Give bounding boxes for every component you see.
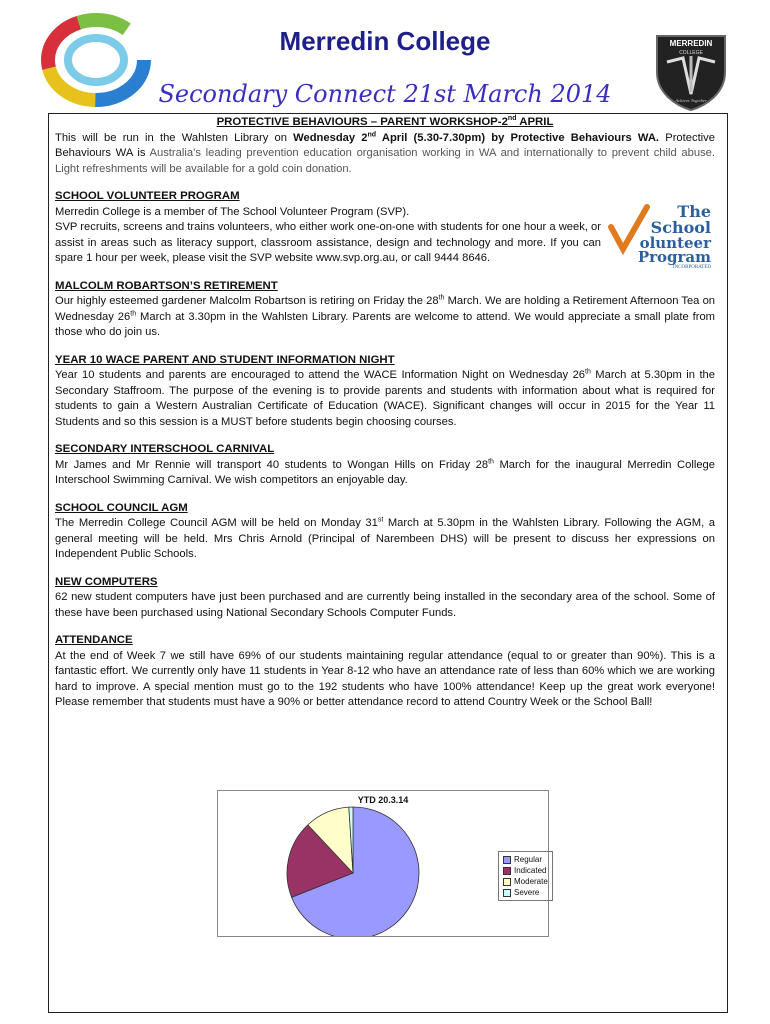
legend-label: Severe: [514, 888, 540, 897]
section-text: This will be run in the Wahlsten Library on Wednesday 2nd April (5.30-7.30pm) by Protective Behaviours WA. Protective Behaviours WA is Australia’s leading prevention education organisation working in WA and internationally to prevent child abuse. Light refreshments will be available for a gold coin donation.: [55, 130, 716, 175]
section-attendance: [55, 633, 715, 711]
section-text: The Merredin College Council AGM will be held on Monday 31st March at 5.30pm in the Wahlsten Library. Following the AGM, a general meeting will be held. Mrs Chris Arnold (Principal of Narembeen DHS) will be present to discuss her expressions on Independent Public Schools.: [55, 516, 715, 560]
svg-text:INCORPORATED: INCORPORATED: [672, 265, 711, 269]
svg-text:Program: Program: [637, 248, 711, 266]
legend-item-moderate: [503, 876, 548, 887]
svp-logo: [607, 201, 715, 269]
section-wace-night: [55, 353, 715, 431]
chart-legend: [498, 851, 553, 901]
section-text: Year 10 students and parents are encouraged to attend the WACE Information Night on Wednesday 26th March at 5.30pm in the Secondary Staffroom. The purpose of the evening is to provide parents and students with information about what is required for students to gain a Western Australian Certificate of Education (WACE). Significant changes will occur in 2015 for the Year 11 Students and so this session is a MUST before students begin choosing courses.: [55, 368, 715, 428]
section-heading: SECONDARY INTERSCHOOL CARNIVAL: [55, 443, 275, 455]
section-new-computers: [55, 575, 715, 622]
legend-label: Indicated: [514, 866, 547, 875]
section-volunteer-program: [55, 189, 715, 267]
legend-swatch: [503, 878, 511, 886]
legend-swatch: [503, 867, 511, 875]
section-text: 62 new student computers have just been purchased and are currently being installed in the secondary area of the school. Some of these have been purchased using National Secondary Schools Computer Funds.: [55, 591, 715, 619]
legend-swatch: [503, 889, 511, 897]
section-heading: ATTENDANCE: [55, 634, 133, 646]
svg-text:The: The: [677, 202, 711, 221]
chart-title: YTD 20.3.14: [357, 795, 409, 805]
section-retirement: [55, 279, 715, 341]
newsletter-subtitle: Secondary Connect 21st March 2014: [158, 80, 612, 108]
section-heading: SCHOOL VOLUNTEER PROGRAM: [55, 190, 240, 202]
crest-motto: Achieve Together: [675, 98, 707, 103]
legend-swatch: [503, 856, 511, 864]
section-heading: NEW COMPUTERS: [55, 575, 158, 588]
section-text: Mr James and Mr Rennie will transport 40 students to Wongan Hills on Friday 28th March for the inaugural Merredin College Interschool Swimming Carnival. We wish competitors an enjoyable day.: [55, 457, 715, 486]
legend-label: Regular: [514, 855, 543, 864]
page-title: Merredin College: [279, 26, 491, 56]
section-heading: PROTECTIVE BEHAVIOURS – PARENT WORKSHOP-2nd APRIL: [216, 115, 554, 128]
svg-text:School: School: [650, 218, 711, 237]
section-interschool-carnival: [55, 442, 715, 489]
legend-label: Moderate: [514, 877, 548, 886]
legend-item-regular: [503, 854, 548, 865]
legend-item-severe: [503, 887, 548, 898]
section-text: SVP recruits, screens and trains volunteers, who either work one-on-one with students for one hour a week, or assist in areas such as literacy support, classroom assistance, design and technology and more. If you can spare 1 hour per week, please visit the SVP website www.svp.org.au, or call 9444 8646.: [55, 221, 601, 264]
section-heading: MALCOLM ROBARTSON’S RETIREMENT: [55, 279, 278, 292]
section-heading: YEAR 10 WACE PARENT AND STUDENT INFORMATION NIGHT: [55, 353, 395, 366]
section-text: At the end of Week 7 we still have 69% of our students maintaining regular attendance (equal to or greater than 90%). This is a fantastic effort. We currently only have 11 students in Year 8-12 who have an attendance rate of less than 60% which we are working hard to improve. A special mention must go to the 192 students who have 100% attendance! Keep up the great work everyone! Please remember that students must have a 90% or better attendance record to attend Country Week or the School Ball!: [55, 649, 715, 708]
svg-text:olunteer: olunteer: [639, 234, 711, 252]
legend-item-indicated: [503, 865, 548, 876]
crest-name: MERREDIN: [669, 39, 713, 48]
crest-subname: COLLEGE: [679, 50, 703, 56]
section-council-agm: [55, 501, 715, 563]
section-protective-behaviours: [55, 115, 715, 177]
attendance-chart: [217, 790, 549, 937]
section-text: Our highly esteemed gardener Malcolm Robartson is retiring on Friday the 28th March. We are holding a Retirement Afternoon Tea on Wednesday 26th March at 3.30pm in the Wahlsten Library. Parents are welcome to attend. We would appreciate a small plate from those who do join us.: [55, 294, 716, 338]
college-crest: [653, 32, 729, 112]
newsletter-body: [55, 115, 715, 723]
section-heading: SCHOOL COUNCIL AGM: [55, 501, 188, 514]
section-text: Merredin College is a member of The School Volunteer Program (SVP).: [55, 205, 410, 218]
